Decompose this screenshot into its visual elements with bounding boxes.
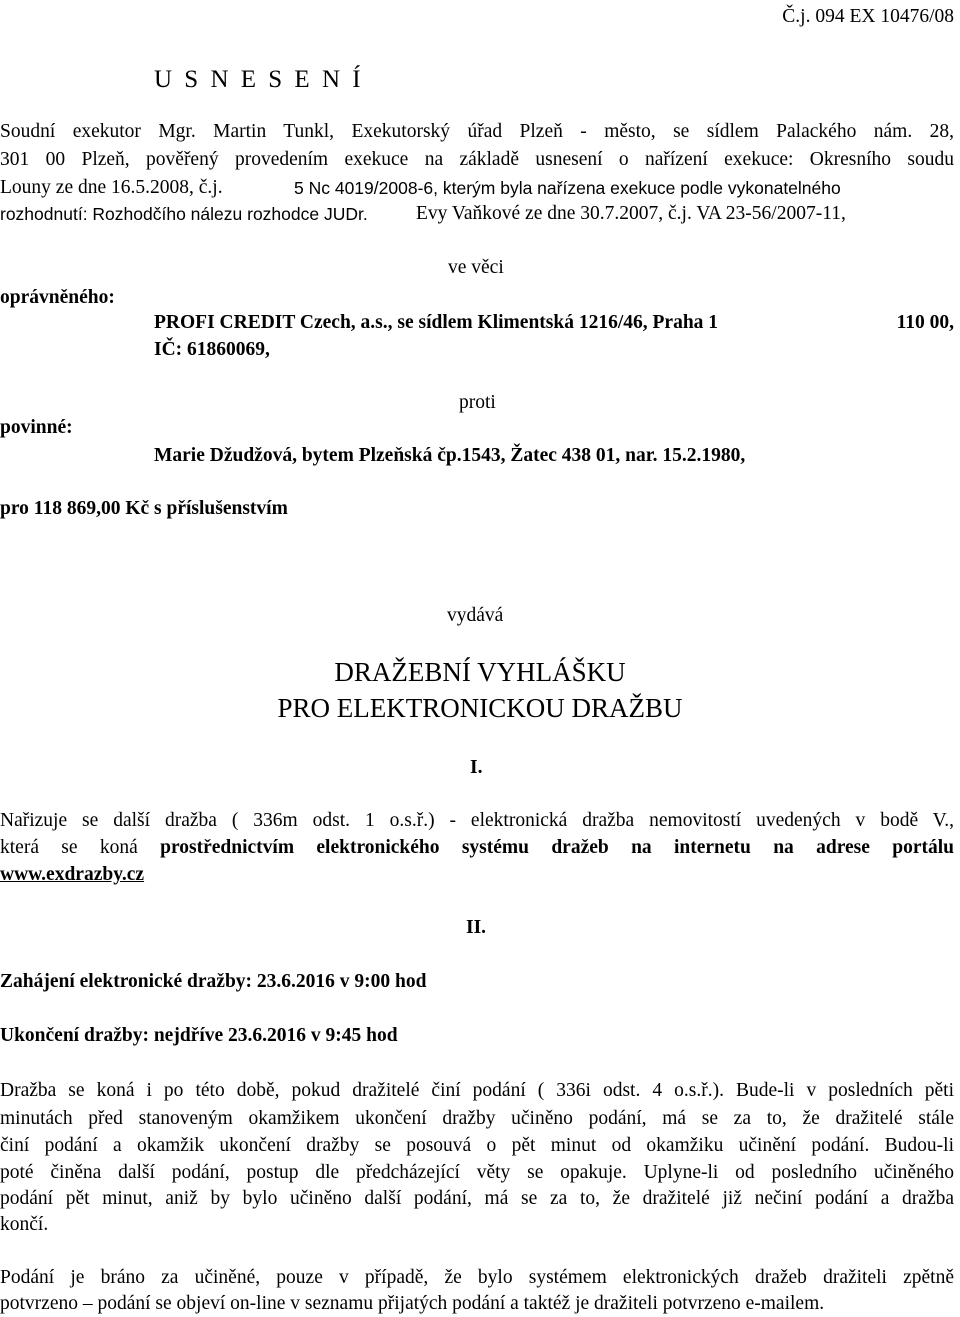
issues-label: vydává: [447, 605, 504, 626]
intro-line-2: 301 00 Plzeň, pověřený provedením exekuce na základě usnesení o nařízení exekuce: Okresního soudu: [0, 149, 954, 170]
para2-line-2: potvrzeno – podání se objeví on-line v seznamu přijatých podání a taktéž je dražiteli potvrzeno e-mailem.: [0, 1293, 825, 1314]
auction-start: Zahájení elektronické dražby: 23.6.2016 v 9:00 hod: [0, 971, 427, 992]
debtor-name: Marie Džudžová, bytem Plzeňská čp.1543, Žatec 438 01, nar. 15.2.1980,: [154, 445, 746, 466]
intro-line-4a: rozhodnutí: Rozhodčího nálezu rozhodce JUDr.: [0, 204, 368, 224]
case-reference: Č.j. 094 EX 10476/08: [782, 6, 954, 27]
creditor-id: IČ: 61860069,: [154, 339, 270, 360]
creditor-name: PROFI CREDIT Czech, a.s., se sídlem Klimentská 1216/46, Praha 1: [154, 312, 719, 333]
heading-line-2: PRO ELEKTRONICKOU DRAŽBU: [277, 693, 683, 723]
heading-line-1: DRAŽEBNÍ VYHLÁŠKU: [334, 657, 626, 687]
creditor-label: oprávněného:: [0, 287, 115, 308]
intro-line-4b: Evy Vaňkové ze dne 30.7.2007, č.j. VA 23-56/2007-11,: [416, 203, 846, 224]
section-2-number: II.: [466, 917, 487, 938]
para2-line-1: Podání je bráno za učiněné, pouze v případě, že bylo systémem elektronických dražeb dražiteli zpětně: [0, 1267, 954, 1288]
section-1-line-2: [0, 837, 954, 859]
para1-line-4: poté činěna další podání, postup dle předcházející věty se opakuje. Uplyne-li od posledního učiněného: [0, 1162, 954, 1183]
intro-line-3b: 5 Nc 4019/2008-6, kterým byla nařízena exekuce podle vykonatelného: [294, 178, 841, 198]
para1-line-3: činí podání a okamžik ukončení dražby se posouvá o pět minut od okamžiku učinění podání. Budou-li: [0, 1135, 954, 1156]
section-1-number: I.: [470, 757, 483, 778]
para1-line-1: Dražba se koná i po této době, pokud dražitelé činí podání ( 336i odst. 4 o.s.ř.). Bude-li v posledních pěti: [0, 1080, 954, 1101]
para1-line-6: končí.: [0, 1214, 49, 1235]
portal-link[interactable]: [0, 864, 144, 886]
section-1-line-2a: která se koná: [0, 837, 138, 858]
auction-end: Ukončení dražby: nejdříve 23.6.2016 v 9:45 hod: [0, 1025, 398, 1046]
intro-line-3a: Louny ze dne 16.5.2008, č.j.: [0, 177, 223, 198]
document-title: U S N E S E N Í: [154, 66, 364, 93]
debtor-label: povinné:: [0, 417, 73, 438]
section-1-line-2b: prostřednictvím elektronického systému dražeb na internetu na adrese portálu: [160, 837, 955, 858]
portal-url[interactable]: www.exdrazby.cz: [0, 864, 145, 885]
claim-amount: pro 118 869,00 Kč s příslušenstvím: [0, 498, 288, 519]
para1-line-2: minutách před stanoveným okamžikem ukončení dražby učiněno podání, má se za to, že dražitelé stále: [0, 1108, 954, 1129]
section-1-line-1: Nařizuje se další dražba ( 336m odst. 1 o.s.ř.) - elektronická dražba nemovitostí uvedených v bodě V.,: [0, 810, 954, 831]
proti-label: proti: [459, 392, 496, 413]
ve-veci-label: ve věci: [448, 257, 504, 278]
intro-line-1: Soudní exekutor Mgr. Martin Tunkl, Exekutorský úřad Plzeň - město, se sídlem Palackého nám. 28,: [0, 121, 954, 142]
creditor-zip: 110 00,: [896, 312, 954, 333]
para1-line-5: podání pět minut, aniž by bylo učiněno další podání, má se za to, že dražitelé již nečiní podání a dražba: [0, 1188, 954, 1209]
